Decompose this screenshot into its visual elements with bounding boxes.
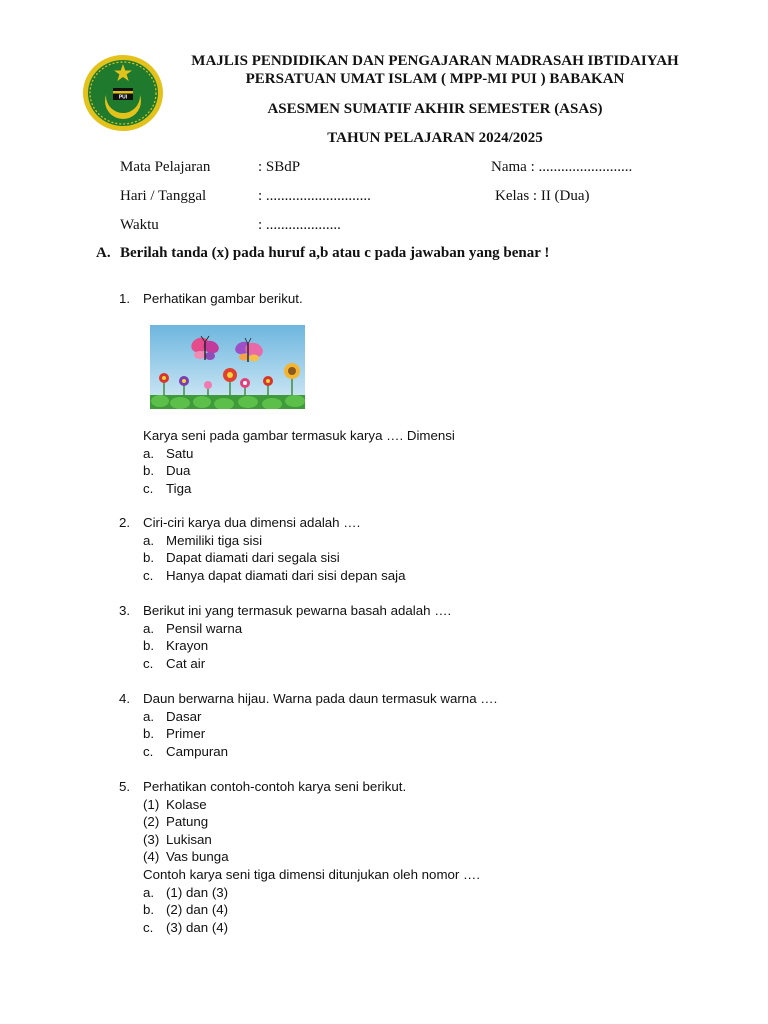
option-label: b. <box>143 550 155 566</box>
item-label: (2) <box>143 814 160 830</box>
subject-value: : SBdP <box>258 159 301 175</box>
option-label: c. <box>143 655 154 671</box>
option-text: Satu <box>166 445 194 461</box>
option-label: c. <box>143 919 154 935</box>
option-text: Dasar <box>166 708 202 724</box>
option-text: Primer <box>166 726 206 742</box>
question-prompt: Berikut ini yang termasuk pewarna basah adalah …. <box>143 603 452 618</box>
item-text: Vas bunga <box>166 849 229 865</box>
option-text: (3) dan (4) <box>166 919 229 935</box>
option-label: a. <box>143 532 155 548</box>
option-text: Dua <box>166 463 191 479</box>
academic-year: TAHUN PELAJARAN 2024/2025 <box>327 130 543 146</box>
question-number: 1. <box>119 291 131 306</box>
butterfly-flower-painting <box>150 325 305 409</box>
section-letter: A. <box>96 245 111 261</box>
item-label: (3) <box>143 831 160 847</box>
option-label: b. <box>143 638 155 654</box>
question-prompt: Daun berwarna hijau. Warna pada daun termasuk warna …. <box>143 691 498 706</box>
section-instruction: Berilah tanda (x) pada huruf a,b atau c pada jawaban yang benar ! <box>120 245 550 261</box>
item-text: Kolase <box>166 796 207 812</box>
option-text: Hanya dapat diamati dari sisi depan saja <box>166 567 406 583</box>
option-text: (2) dan (4) <box>166 902 229 918</box>
question-number: 3. <box>119 603 131 618</box>
option-text: (1) dan (3) <box>166 884 229 900</box>
option-text: Dapat diamati dari segala sisi <box>166 550 340 566</box>
question-prompt: Ciri-ciri karya dua dimensi adalah …. <box>143 515 361 530</box>
option-text: Krayon <box>166 638 209 654</box>
school-emblem-icon <box>82 54 164 132</box>
option-label: a. <box>143 445 155 461</box>
section-heading <box>96 244 549 262</box>
item-label: (4) <box>143 849 160 865</box>
item-text: Patung <box>166 814 209 830</box>
exam-title: ASESMEN SUMATIF AKHIR SEMESTER (ASAS) <box>267 101 603 117</box>
svg-text:PUI: PUI <box>118 94 128 101</box>
question-stem: Contoh karya seni tiga dimensi ditunjukan oleh nomor …. <box>143 866 481 882</box>
option-label: b. <box>143 463 155 479</box>
question-number: 5. <box>119 779 131 794</box>
name-field: Nama : ......................... <box>491 159 633 175</box>
option-text: Pensil warna <box>166 620 243 636</box>
question-number: 4. <box>119 691 131 706</box>
option-label: c. <box>143 480 154 496</box>
item-label: (1) <box>143 796 160 812</box>
question-number: 2. <box>119 515 131 530</box>
time-value: : .................... <box>258 217 341 233</box>
subject-label: Mata Pelajaran <box>120 159 211 175</box>
question-stem: Karya seni pada gambar termasuk karya …. Dimensi <box>143 428 455 443</box>
option-label: b. <box>143 726 155 742</box>
option-label: a. <box>143 620 155 636</box>
question-prompt: Perhatikan gambar berikut. <box>143 291 303 306</box>
option-label: a. <box>143 884 155 900</box>
option-label: a. <box>143 708 155 724</box>
date-label: Hari / Tanggal <box>120 188 207 204</box>
item-text: Lukisan <box>166 831 212 847</box>
option-label: c. <box>143 743 154 759</box>
option-text: Campuran <box>166 743 229 759</box>
option-text: Tiga <box>166 480 192 496</box>
institution-name: MAJLIS PENDIDIKAN DAN PENGAJARAN MADRASAH IBTIDAIYAH <box>191 53 679 69</box>
option-text: Cat air <box>166 655 206 671</box>
option-label: c. <box>143 567 154 583</box>
class-field: Kelas : II (Dua) <box>495 188 590 204</box>
institution-subname: PERSATUAN UMAT ISLAM ( MPP-MI PUI ) BABAKAN <box>245 71 625 87</box>
date-value: : ............................ <box>258 188 371 204</box>
option-text: Memiliki tiga sisi <box>166 532 263 548</box>
question-prompt: Perhatikan contoh-contoh karya seni berikut. <box>143 779 407 794</box>
option-label: b. <box>143 902 155 918</box>
time-label: Waktu <box>120 217 159 233</box>
